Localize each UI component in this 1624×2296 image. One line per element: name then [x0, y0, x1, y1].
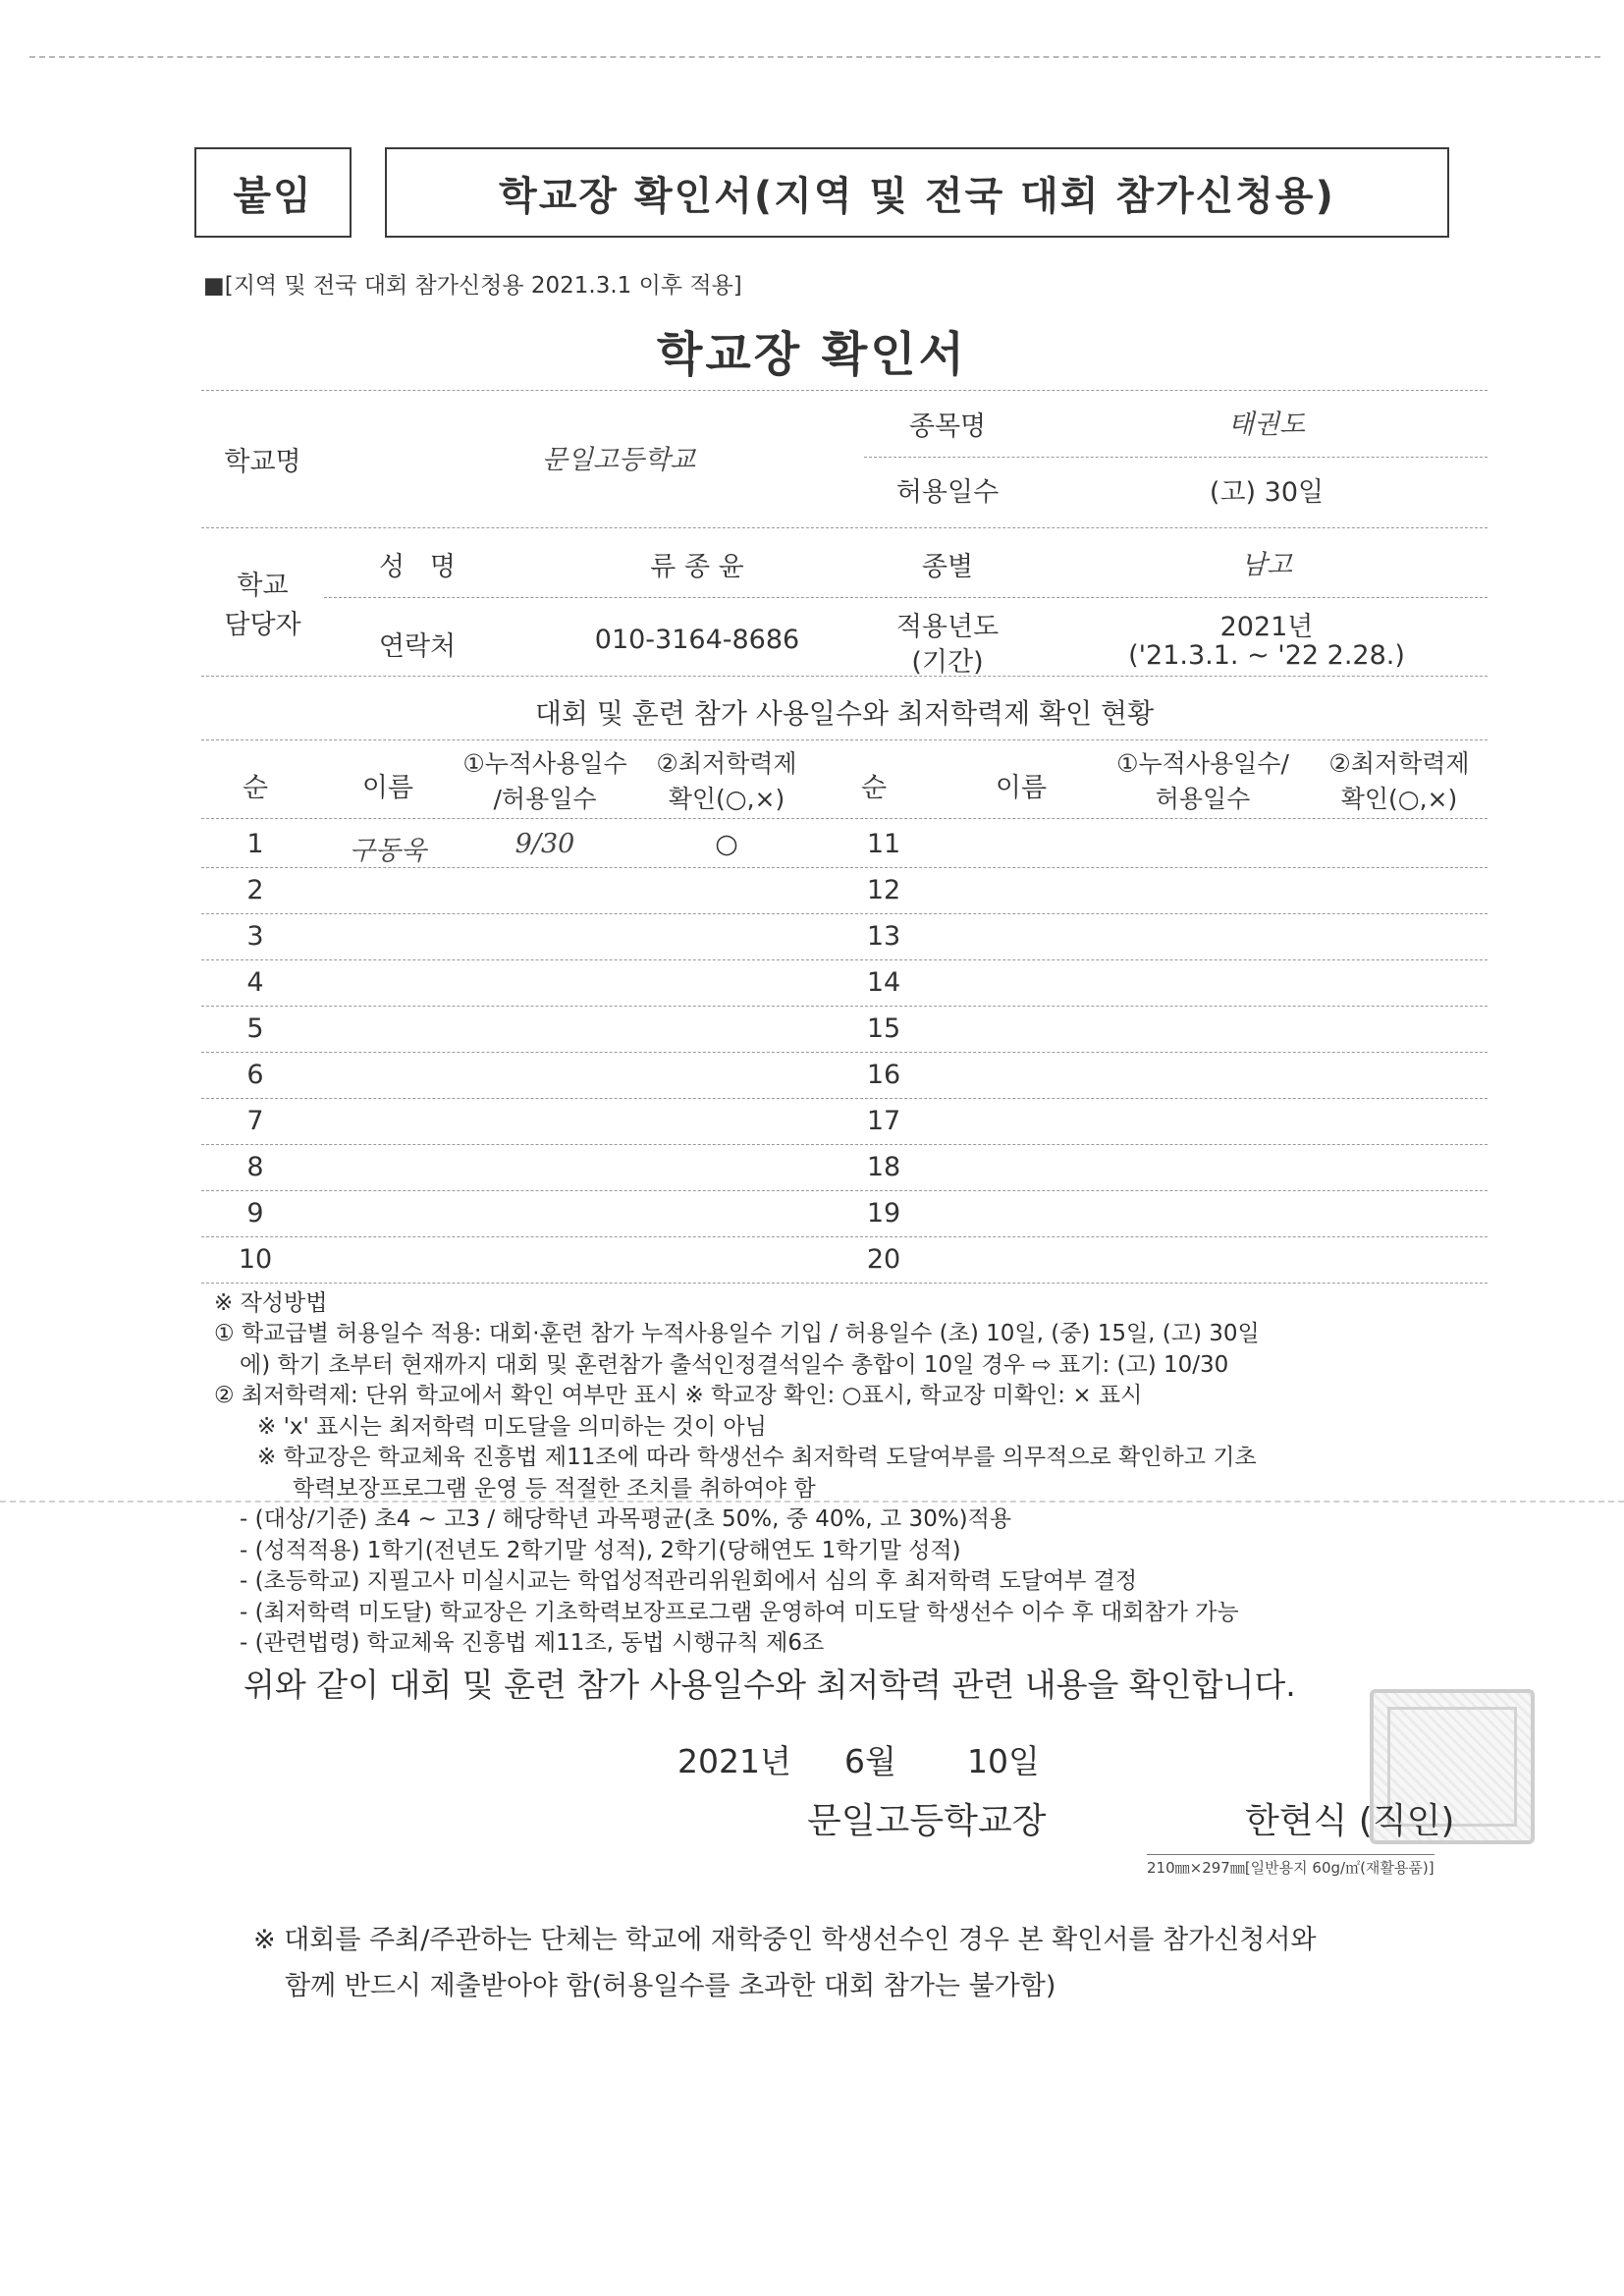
note-line: - (최저학력 미도달) 학교장은 기초학력보장프로그램 운영하여 미도달 학생선수 이수 후 대회참가 가능 — [240, 1599, 1239, 1625]
row-number-right: 18 — [866, 1152, 901, 1182]
year-label: 적용년도 — [895, 612, 1000, 642]
header-name-left: 이름 — [361, 773, 414, 803]
date-month: 6월 — [844, 1742, 896, 1780]
row-number-right: 19 — [866, 1198, 901, 1229]
row-number-right: 13 — [866, 921, 901, 952]
confirm-statement: 위와 같이 대회 및 훈련 참가 사용일수와 최저학력 관련 내용을 확인합니다. — [244, 1666, 1296, 1704]
signer-school: 문일고등학교장 — [807, 1801, 1047, 1841]
divider — [201, 527, 1488, 528]
manager-label-2: 담당자 — [224, 610, 301, 640]
note-line: 학력보장프로그램 운영 등 적절한 조치를 취하여야 함 — [293, 1475, 816, 1502]
contact-value: 010-3164-8686 — [594, 625, 800, 655]
note-line: - (초등학교) 지필고사 미실시교는 학업성적관리위원회에서 심의 후 최저학력 도달여부 결정 — [240, 1568, 1138, 1594]
header-acad-right-2: 확인(○,×) — [1340, 785, 1458, 813]
row-number-left: 9 — [246, 1198, 264, 1229]
note-line: ① 학교급별 허용일수 적용: 대회·훈련 참가 누적사용일수 기입 / 허용일수 (초) 10일, (중) 15일, (고) 30일 — [214, 1321, 1260, 1346]
header-acad-right: ②최저학력제 — [1328, 749, 1470, 778]
divider — [201, 739, 1488, 740]
note-line: ※ 학교장은 학교체육 진흥법 제11조에 따라 학생선수 최저학력 도달여부를 의무적으로 확인하고 기초 — [257, 1445, 1257, 1470]
note-line: - (대상/기준) 초4 ~ 고3 / 해당학년 과목평균(초 50%, 중 40%, 고 30%)적용 — [240, 1506, 1012, 1532]
date-day: 10일 — [967, 1742, 1040, 1780]
period-value: ('21.3.1. ~ '22 2.28.) — [1128, 640, 1405, 671]
divider — [201, 390, 1488, 391]
row-number-left: 2 — [246, 875, 264, 905]
allowed-days-value: (고) 30일 — [1209, 477, 1325, 508]
header-acad-left-2: 확인(○,×) — [668, 785, 785, 813]
note-line: 에) 학기 초부터 현재까지 대회 및 훈련참가 출석인정결석일수 총합이 10일 경우 ⇨ 표기: (고) 10/30 — [240, 1351, 1229, 1378]
divider — [201, 818, 1488, 819]
row-divider — [201, 1144, 1488, 1145]
row-academic-left: ○ — [715, 829, 738, 859]
header-name-right: 이름 — [995, 773, 1048, 803]
school-name-value: 문일고등학교 — [541, 445, 696, 475]
event-label: 종목명 — [908, 411, 987, 442]
manager-label: 학교 — [237, 571, 289, 601]
header-no-right: 순 — [860, 773, 888, 803]
row-days-left: 9/30 — [514, 829, 575, 859]
header-days-right-2: 허용일수 — [1155, 785, 1251, 813]
row-number-left: 1 — [246, 829, 264, 859]
paper-spec: 210㎜×297㎜[일반용지 60g/㎡(재활용품)] — [1147, 1854, 1435, 1878]
note-line: - (관련법령) 학교체육 진흥법 제11조, 동법 시행규칙 제6조 — [240, 1630, 825, 1656]
note-line: ② 최저학력제: 단위 학교에서 확인 여부만 표시 ※ 학교장 확인: ○표시, 학교장 미확인: × 표시 — [214, 1383, 1143, 1408]
row-number-left: 10 — [238, 1244, 273, 1275]
row-number-right: 11 — [866, 829, 901, 859]
allowed-days-label: 허용일수 — [895, 477, 1000, 508]
row-divider — [201, 1283, 1488, 1284]
row-divider — [201, 959, 1488, 960]
row-number-right: 16 — [866, 1060, 901, 1090]
date-year: 2021년 — [677, 1742, 791, 1780]
row-divider — [201, 867, 1488, 868]
row-number-right: 12 — [866, 875, 901, 905]
row-number-left: 3 — [246, 921, 264, 952]
category-label: 종별 — [921, 552, 974, 582]
footer-note-2: 함께 반드시 제출받아야 함(허용일수를 초과한 대회 참가는 불가함) — [285, 1971, 1056, 2001]
scan-edge-line — [29, 56, 1600, 58]
person-name-label: 성 명 — [379, 552, 456, 582]
signer-name: 한현식 (직인) — [1245, 1801, 1455, 1841]
row-number-right: 17 — [866, 1106, 901, 1136]
divider — [864, 457, 1488, 458]
row-divider — [201, 1098, 1488, 1099]
note-line: - (성적적용) 1학기(전년도 2학기말 성적), 2학기(당해연도 1학기말 성적) — [240, 1537, 961, 1563]
contact-label: 연락처 — [378, 631, 457, 662]
row-number-left: 8 — [246, 1152, 264, 1182]
row-number-right: 15 — [866, 1013, 901, 1044]
row-divider — [201, 1052, 1488, 1053]
row-divider — [201, 1236, 1488, 1237]
row-divider — [201, 1190, 1488, 1191]
row-number-left: 5 — [246, 1013, 264, 1044]
row-number-right: 20 — [866, 1244, 901, 1275]
row-number-left: 7 — [246, 1106, 264, 1136]
divider — [324, 597, 1488, 598]
apply-note: ■[지역 및 전국 대회 참가신청용 2021.3.1 이후 적용] — [203, 273, 742, 299]
row-number-left: 4 — [246, 967, 264, 998]
event-value: 태권도 — [1227, 410, 1306, 440]
year-label-2: (기간) — [911, 647, 984, 678]
footer-note-1: ※ 대회를 주최/주관하는 단체는 학교에 재학중인 학생선수인 경우 본 확인서를 참가신청서와 — [253, 1925, 1317, 1955]
row-divider — [201, 1006, 1488, 1007]
document-title: 학교장 확인서 — [657, 327, 967, 382]
header-title: 학교장 확인서(지역 및 전국 대회 참가신청용) — [499, 173, 1335, 219]
header-days-left: ①누적사용일수 — [462, 749, 627, 778]
note-line: ※ 'x' 표시는 최저학력 미도달을 의미하는 것이 아님 — [257, 1413, 767, 1440]
row-number-left: 6 — [246, 1060, 264, 1090]
header-no-left: 순 — [242, 773, 269, 803]
row-name-left: 구동욱 — [349, 836, 427, 866]
row-number-right: 14 — [866, 967, 901, 998]
person-name-value: 류 종 윤 — [650, 552, 744, 582]
header-acad-left: ②최저학력제 — [656, 749, 797, 778]
attachment-badge — [194, 147, 352, 238]
category-value: 남고 — [1240, 550, 1293, 580]
divider — [201, 676, 1488, 677]
table-caption: 대회 및 훈련 참가 사용일수와 최저학력제 확인 현황 — [534, 697, 1155, 730]
header-title-box — [385, 147, 1449, 238]
header-days-right: ①누적사용일수/ — [1116, 749, 1289, 778]
school-name-label: 학교명 — [224, 447, 301, 477]
notes-heading: ※ 작성방법 — [214, 1290, 328, 1316]
attachment-badge-label: 붙임 — [233, 173, 313, 219]
year-value: 2021년 — [1219, 612, 1314, 642]
header-days-left-2: /허용일수 — [493, 785, 597, 813]
row-divider — [201, 913, 1488, 914]
